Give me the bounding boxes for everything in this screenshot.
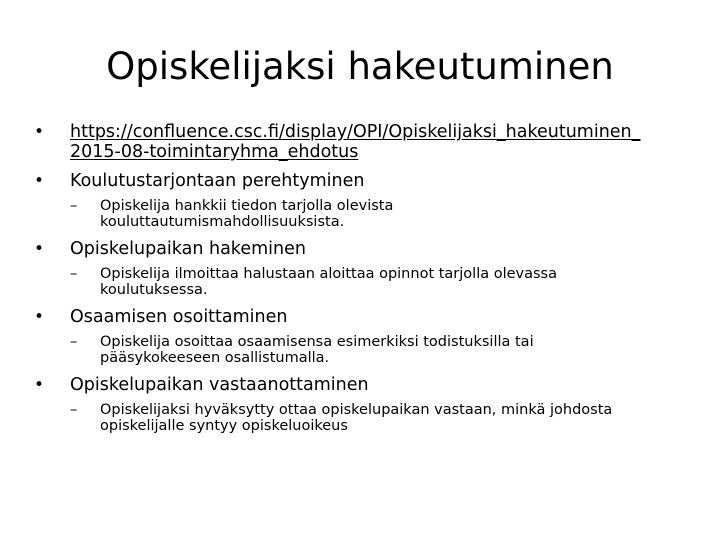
sub-bullet-line-1: Opiskelija osoittaa osaamisensa esimerkiksi todistuksilla tai: [100, 334, 534, 350]
bullet-item-koulutustarjonta: [32, 171, 692, 230]
bullet-icon: •: [34, 307, 45, 327]
bullet-item-hakeminen: [32, 239, 692, 298]
bullet-text: Opiskelupaikan hakeminen: [70, 239, 306, 259]
dash-icon: –: [70, 334, 78, 350]
dash-icon: –: [70, 198, 78, 214]
bullet-item-link: [32, 122, 692, 162]
sub-bullet-line-1: Opiskelija hankkii tiedon tarjolla olevista: [100, 198, 394, 214]
bullet-icon: •: [34, 239, 45, 259]
link-line-1: https://confluence.csc.fi/display/OPI/Opiskelijaksi_hakeutuminen_: [70, 122, 641, 142]
bullet-item-vastaanottaminen: [32, 375, 692, 434]
bullet-text: Koulutustarjontaan perehtyminen: [70, 171, 365, 191]
bullet-icon: •: [34, 375, 45, 395]
bullet-text: Opiskelupaikan vastaanottaminen: [70, 375, 369, 395]
bullet-item-osaaminen: [32, 307, 692, 366]
sub-bullet-item: [66, 198, 692, 230]
sub-bullet-item: [66, 266, 692, 298]
sub-bullet-item: [66, 402, 692, 434]
sub-bullet-line-2: pääsykokeeseen osallistumalla.: [100, 350, 330, 366]
sub-bullet-line-1: Opiskelija ilmoittaa halustaan aloittaa opinnot tarjolla olevassa: [100, 266, 557, 282]
confluence-link[interactable]: [70, 122, 640, 162]
dash-icon: –: [70, 402, 78, 418]
sub-bullet-line-2: koulutuksessa.: [100, 282, 208, 298]
dash-icon: –: [70, 266, 78, 282]
link-line-2: 2015-08-toimintaryhma_ehdotus: [70, 142, 359, 162]
slide-title: Opiskelijaksi hakeutuminen: [106, 45, 614, 88]
sub-bullet-line-2: opiskelijalle syntyy opiskeluoikeus: [100, 418, 348, 434]
sub-bullet-item: [66, 334, 692, 366]
bullet-icon: •: [34, 122, 45, 142]
sub-bullet-line-2: kouluttautumismahdollisuuksista.: [100, 214, 345, 230]
bullet-list: [32, 122, 692, 434]
bullet-text: Osaamisen osoittaminen: [70, 307, 288, 327]
bullet-icon: •: [34, 171, 45, 191]
sub-bullet-line-1: Opiskelijaksi hyväksytty ottaa opiskelupaikan vastaan, minkä johdosta: [100, 402, 613, 418]
